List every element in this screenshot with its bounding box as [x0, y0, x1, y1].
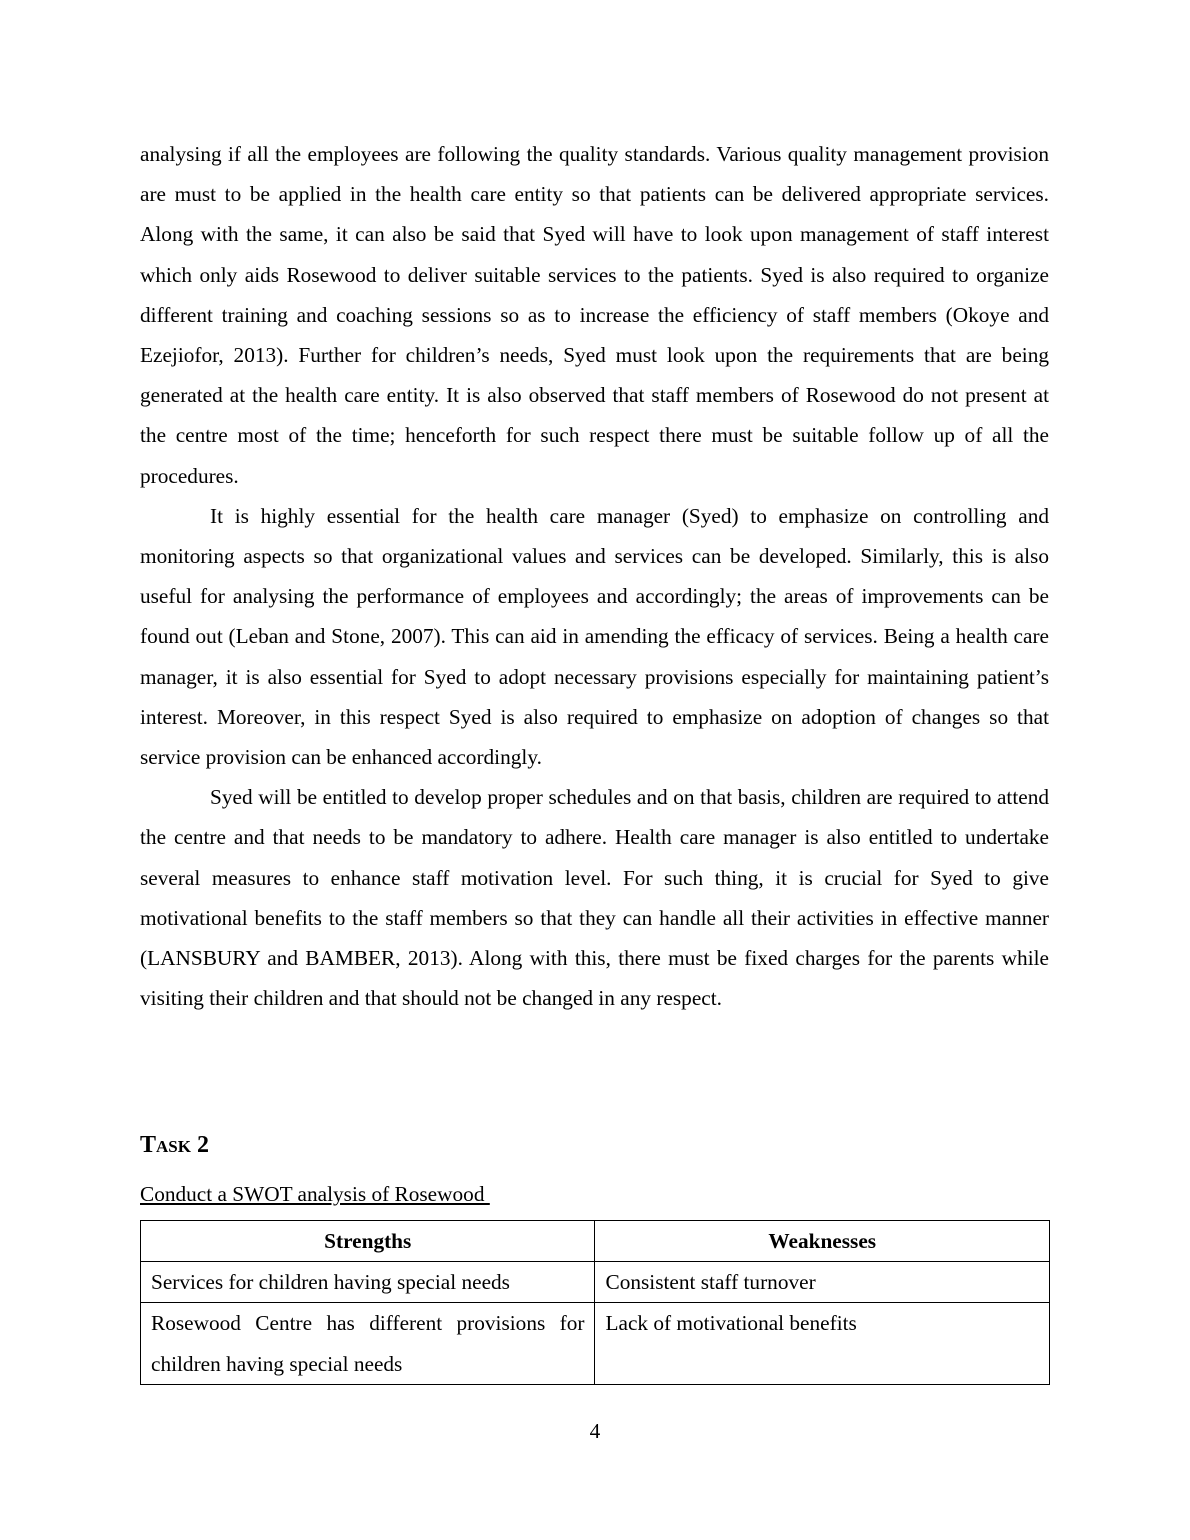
task-subheading: Conduct a SWOT analysis of Rosewood	[140, 1182, 490, 1206]
table-cell-strength: Rosewood Centre has different provisions for children having special needs	[141, 1303, 595, 1384]
paragraph-quality-management: analysing if all the employees are following the quality standards. Various quality management provision are must to be applied in the health care entity so that patients can be delivered appropriate services. Along with the same, it can also be said that Syed will have to look upon management of staff interest which only aids Rosewood to deliver suitable services to the patients. Syed is also required to organize different training and coaching sessions so as to increase the efficiency of staff members (Okoye and Ezejiofor, 2013). Further for children’s needs, Syed must look upon the requirements that are being generated at the health care entity. It is also observed that staff members of Rosewood do not present at the centre most of the time; henceforth for such respect there must be suitable follow up of all the procedures.	[140, 142, 1049, 488]
table-row	[141, 1303, 1050, 1384]
table-cell-strength: Services for children having special needs	[141, 1262, 595, 1303]
table-row	[141, 1262, 1050, 1303]
column-header-weaknesses: Weaknesses	[595, 1221, 1050, 1262]
task-heading: Task 2	[140, 1132, 209, 1158]
paragraph-schedules-motivation: Syed will be entitled to develop proper schedules and on that basis, children are required to attend the centre and that needs to be mandatory to adhere. Health care manager is also entitled to undertake several measures to enhance staff motivation level. For such thing, it is crucial for Syed to give motivational benefits to the staff members so that they can handle all their activities in effective manner (LANSBURY and BAMBER, 2013). Along with this, there must be fixed charges for the parents while visiting their children and that should not be changed in any respect.	[140, 785, 1049, 1011]
table-cell-weakness: Lack of motivational benefits	[595, 1303, 1050, 1384]
column-header-strengths: Strengths	[141, 1221, 595, 1262]
swot-table	[140, 1220, 1050, 1385]
paragraph-controlling-monitoring: It is highly essential for the health care manager (Syed) to emphasize on controlling and monitoring aspects so that organizational values and services can be developed. Similarly, this is also useful for analysing the performance of employees and accordingly; the areas of improvements can be found out (Leban and Stone, 2007). This can aid in amending the efficacy of services. Being a health care manager, it is also essential for Syed to adopt necessary provisions especially for maintaining patient’s interest. Moreover, in this respect Syed is also required to emphasize on adoption of changes so that service provision can be enhanced accordingly.	[140, 503, 1049, 770]
body-text	[140, 134, 1049, 1018]
table-header-row	[141, 1221, 1050, 1262]
page-number: 4	[589, 1419, 601, 1443]
table-cell-weakness: Consistent staff turnover	[595, 1262, 1050, 1303]
